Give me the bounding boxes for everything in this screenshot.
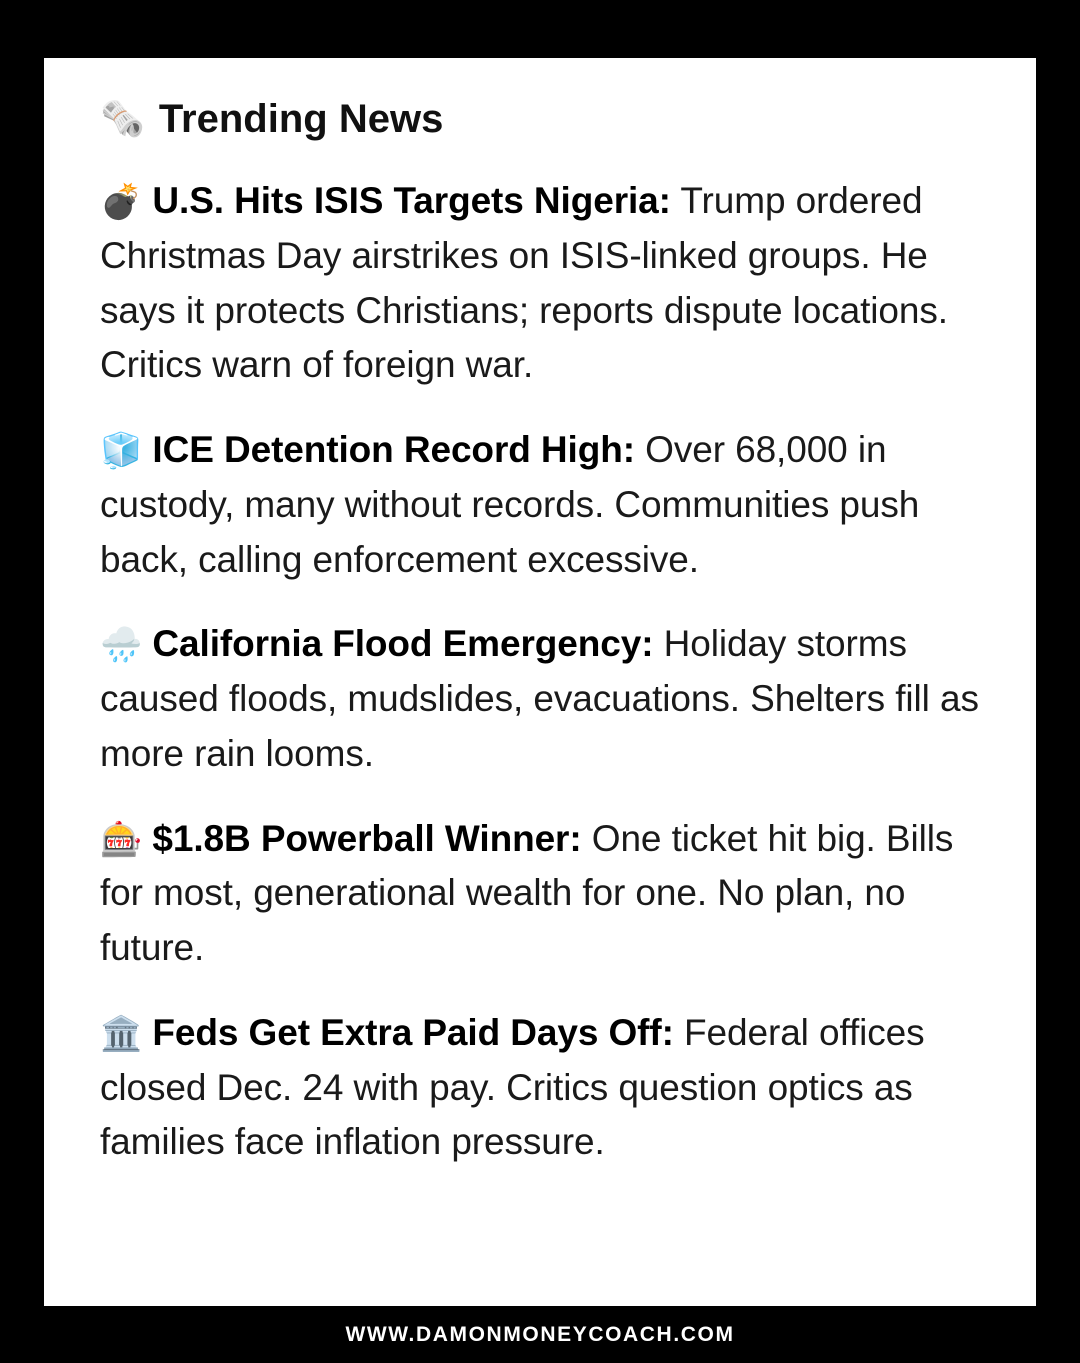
news-item-body: Over 68,000 in custody, many without records. Communities push back, calling enforcement excessive. xyxy=(100,429,920,580)
classical-building-icon: 🏛️ xyxy=(100,1014,143,1053)
news-item xyxy=(100,423,980,587)
news-item-headline: ICE Detention Record High: xyxy=(152,429,635,470)
news-item-headline: U.S. Hits ISIS Targets Nigeria: xyxy=(152,180,671,221)
slot-machine-icon: 🎰 xyxy=(100,820,143,859)
news-item xyxy=(100,174,980,393)
news-item-headline: $1.8B Powerball Winner: xyxy=(152,817,582,859)
news-item-headline: California Flood Emergency: xyxy=(152,623,654,665)
news-item-headline: Feds Get Extra Paid Days Off: xyxy=(152,1011,674,1053)
news-item-body: One ticket hit big. Bills for most, generational wealth for one. No plan, no future. xyxy=(100,817,954,968)
footer-text: WWW.DAMONMONEYCOACH.COM xyxy=(345,1322,735,1346)
news-item xyxy=(100,1006,980,1170)
ice-cube-icon: 🧊 xyxy=(100,432,143,470)
footer-website-url xyxy=(0,1306,1080,1363)
news-item xyxy=(100,617,980,781)
news-card xyxy=(44,58,1036,1306)
news-item xyxy=(100,812,980,976)
page-title xyxy=(100,94,980,144)
page-title-text: Trending News xyxy=(158,97,444,141)
rolled-up-newspaper-icon: 🗞️ xyxy=(100,98,145,139)
cloud-with-rain-icon: 🌧️ xyxy=(100,626,143,665)
news-item-body: Federal offices closed Dec. 24 with pay. Critics question optics as families face inflation pressure. xyxy=(100,1011,925,1163)
bomb-icon: 💣 xyxy=(100,183,143,221)
news-item-body: Trump ordered Christmas Day airstrikes on ISIS-linked groups. He says it protects Christians; reports dispute locations. Critics warn of foreign war. xyxy=(100,180,948,386)
news-item-body: Holiday storms caused floods, mudslides, evacuations. Shelters fill as more rain looms. xyxy=(100,623,979,774)
